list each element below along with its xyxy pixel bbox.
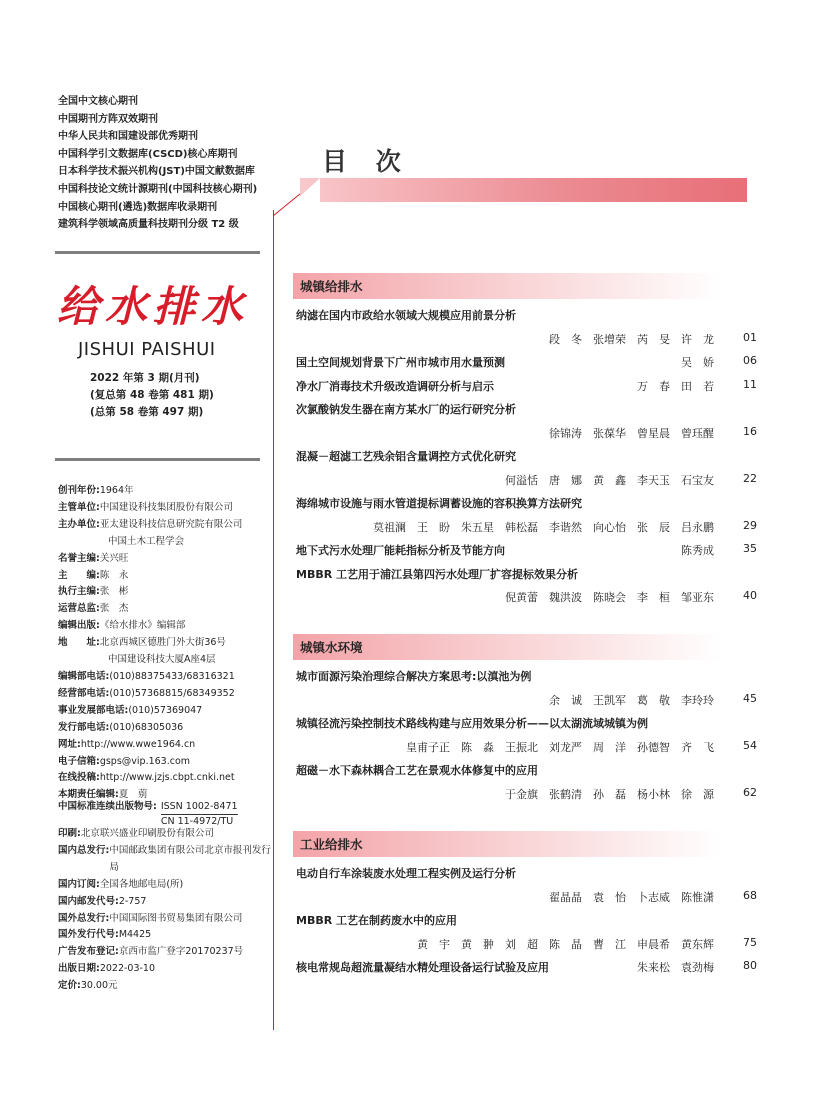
masthead-key: 电子信箱: <box>58 755 100 767</box>
masthead-value: 张 彬 <box>99 586 129 598</box>
article-page[interactable]: 22 <box>743 471 757 485</box>
masthead-key: 本期责任编辑: <box>58 789 119 801</box>
article-page[interactable]: 01 <box>743 330 757 344</box>
masthead-key: 编辑出版: <box>58 620 100 632</box>
article-title[interactable]: 城市面源污染治理综合解决方案思考:以滇池为例 <box>296 670 532 683</box>
section-header <box>293 273 723 299</box>
series-number: (总第 58 卷第 497 期) <box>90 406 204 418</box>
masthead-row <box>58 737 273 754</box>
detail-key: 国内总发行: <box>58 844 110 856</box>
masthead-key: 名誉主编: <box>58 552 100 564</box>
masthead-value: (010)57369047 <box>128 704 203 716</box>
detail-row <box>58 843 273 877</box>
toc-title: 目 次 <box>322 147 411 176</box>
article-title[interactable]: 净水厂消毒技术升级改造调研分析与启示 <box>296 379 494 393</box>
issn-number: ISSN 1002-8471 <box>161 800 238 815</box>
masthead-key: 网址: <box>58 738 81 750</box>
article-authors: 陈秀成 <box>681 544 714 557</box>
article-authors: 莫祖澜 王 盼 朱五星 韩松磊 李谐然 向心怡 张 辰 吕永鹏 <box>373 520 714 534</box>
article-authors: 万 春 田 若 <box>637 379 714 393</box>
detail-value: 北京联兴盛业印刷股份有限公司 <box>80 828 214 839</box>
indexing-item: 全国中文核心期刊 <box>58 96 138 107</box>
series-number: (复总第 48 卷第 481 期) <box>90 389 214 401</box>
masthead-row <box>58 618 273 635</box>
masthead-row <box>58 703 273 720</box>
section-title: 城镇水环境 <box>300 640 363 655</box>
article-title[interactable]: 地下式污水处理厂能耗指标分析及节能方向 <box>296 544 505 557</box>
detail-key: 国内邮发代号: <box>58 895 119 907</box>
detail-value: 2022-03-10 <box>99 963 156 975</box>
detail-row <box>58 961 273 978</box>
masthead-key: 经营部电话: <box>58 687 110 699</box>
indexing-list <box>58 93 273 234</box>
detail-row <box>58 826 273 843</box>
masthead-value: 1964年 <box>99 485 134 496</box>
masthead-key: 地 址: <box>58 637 100 649</box>
masthead-value: 夏 莂 <box>118 789 148 801</box>
masthead-key: 运营总监: <box>58 603 100 615</box>
article-title[interactable]: 次氯酸钠发生器在南方某水厂的运行研究分析 <box>296 403 516 416</box>
detail-key: 定价: <box>58 980 81 992</box>
article-page[interactable]: 75 <box>743 935 757 949</box>
indexing-item: 中国科学引文数据库(CSCD)核心库期刊 <box>58 148 238 160</box>
masthead-row <box>58 635 273 652</box>
masthead-value: (010)88375433/68316321 <box>109 670 235 682</box>
masthead-row <box>58 770 273 787</box>
article-authors: 余 诚 王凯军 葛 敬 李玲玲 <box>549 693 714 707</box>
masthead-key: 主 编: <box>58 569 100 581</box>
article-page[interactable]: 45 <box>743 691 757 705</box>
article-title[interactable]: 超磁－水下森林耦合工艺在景观水体修复中的应用 <box>296 764 538 777</box>
article-page[interactable]: 16 <box>743 424 757 438</box>
masthead-row <box>58 754 273 771</box>
section-title: 城镇给排水 <box>300 279 363 294</box>
detail-value: 全国各地邮电局(所) <box>99 878 184 890</box>
detail-value: 中国邮政集团有限公司北京市报刊发行局 <box>109 844 271 873</box>
masthead-key: 创刊年份: <box>58 485 100 496</box>
title-bar-cut <box>294 178 320 202</box>
masthead-row <box>58 686 273 703</box>
masthead-row <box>58 584 273 601</box>
indexing-item: 中国核心期刊(遴选)数据库收录期刊 <box>58 201 218 213</box>
masthead-value: 陈 永 <box>99 569 129 581</box>
article-title[interactable]: 混凝－超滤工艺残余铝含量调控方式优化研究 <box>296 450 516 463</box>
masthead-key: 编辑部电话: <box>58 670 110 682</box>
masthead-row <box>58 652 273 669</box>
article-title[interactable]: 电动自行车涂装废水处理工程实例及运行分析 <box>296 867 516 880</box>
article-authors: 何溢恬 唐 娜 黄 鑫 李天玉 石宝友 <box>505 473 714 487</box>
detail-value: 中国国际图书贸易集团有限公司 <box>109 912 243 924</box>
article-page[interactable]: 54 <box>743 738 757 752</box>
masthead-row <box>58 483 273 500</box>
detail-row <box>58 894 273 911</box>
detail-key: 印刷: <box>58 828 81 839</box>
masthead <box>58 483 273 804</box>
article-page[interactable]: 80 <box>743 959 757 972</box>
article-authors: 段 冬 张增荣 芮 旻 许 龙 <box>549 332 714 346</box>
article-authors: 倪黄蕾 魏洪波 陈晓会 李 桓 邹亚东 <box>505 591 714 604</box>
detail-key: 广告发布登记: <box>58 946 119 958</box>
masthead-value: http://www.jzjs.cbpt.cnki.net <box>99 772 235 784</box>
article-title[interactable]: MBBR 工艺在制药废水中的应用 <box>296 914 458 927</box>
detail-row <box>58 877 273 894</box>
masthead-row <box>58 517 273 534</box>
cn-number: CN 11-4972/TU <box>160 816 234 827</box>
vertical-divider <box>273 210 274 1030</box>
masthead-key: 在线投稿: <box>58 772 100 784</box>
masthead-value: 中国建设科技集团股份有限公司 <box>99 501 233 513</box>
article-page[interactable]: 35 <box>743 542 757 555</box>
masthead-row <box>58 601 273 618</box>
article-authors: 皇甫子正 陈 淼 王振北 刘龙严 周 洋 孙德智 齐 飞 <box>406 740 714 754</box>
masthead-row <box>58 500 273 517</box>
journal-name-en: JISHUI PAISHUI <box>78 339 216 360</box>
article-page[interactable]: 68 <box>743 888 757 902</box>
masthead-key: 主管单位: <box>58 501 100 513</box>
indexing-item: 日本科学技术振兴机构(JST)中国文献数据库 <box>58 166 255 178</box>
masthead-row <box>58 551 273 568</box>
issue-number: 2022 年第 3 期(月刊) <box>90 372 200 384</box>
masthead-key: 执行主编: <box>58 586 100 598</box>
detail-value: M4425 <box>118 929 152 941</box>
article-title[interactable]: 纳滤在国内市政给水领域大规模应用前景分析 <box>296 309 516 322</box>
detail-value: 2-757 <box>118 895 147 907</box>
masthead-value: 中国建设科技大厦A座4层 <box>108 654 216 666</box>
article-page[interactable]: 29 <box>743 518 757 532</box>
section-header <box>293 634 723 660</box>
detail-row <box>58 978 273 995</box>
masthead-row <box>58 720 273 737</box>
article-authors: 黄 宇 黄 翀 刘 超 陈 晶 曹 江 申晨希 黄东辉 <box>417 937 714 951</box>
detail-key: 国外总发行: <box>58 912 110 924</box>
indexing-item: 建筑科学领域高质量科技期刊分级 T2 级 <box>58 219 239 231</box>
article-page[interactable]: 40 <box>743 589 757 602</box>
article-title[interactable]: 海绵城市设施与雨水管道提标调蓄设施的容积换算方法研究 <box>296 497 582 510</box>
masthead-key: 发行部电话: <box>58 721 110 733</box>
detail-row <box>58 911 273 928</box>
masthead-row <box>58 534 273 551</box>
article-authors: 朱来松 袁劲梅 <box>637 961 714 974</box>
detail-row <box>58 944 273 961</box>
journal-logo: 给水排水 <box>57 282 250 331</box>
article-authors: 于金旗 张鹤清 孙 磊 杨小林 徐 源 <box>505 787 714 801</box>
masthead-value: 亚太建设科技信息研究院有限公司 <box>99 518 243 530</box>
article-title[interactable]: MBBR 工艺用于浦江县第四污水处理厂扩容提标效果分析 <box>296 567 579 581</box>
article-page[interactable]: 11 <box>743 377 757 391</box>
masthead-row <box>58 568 273 585</box>
article-authors: 吴 娇 <box>681 356 714 369</box>
masthead-key: 主办单位: <box>58 518 100 530</box>
title-bar <box>300 178 747 202</box>
masthead-value: 张 杰 <box>99 603 129 615</box>
detail-key: 出版日期: <box>58 963 100 975</box>
masthead-value: 中国土木工程学会 <box>108 535 185 547</box>
indexing-item: 中华人民共和国建设部优秀期刊 <box>58 131 198 143</box>
article-page[interactable]: 62 <box>743 785 757 799</box>
issn-block <box>58 800 273 829</box>
article-title[interactable]: 国土空间规划背景下广州市城市用水量预测 <box>296 356 505 369</box>
section-title: 工业给排水 <box>300 837 363 852</box>
detail-value: 京西市监广登字20170237号 <box>118 946 244 958</box>
masthead-row <box>58 669 273 686</box>
section-header <box>293 831 723 857</box>
article-page[interactable]: 06 <box>743 354 757 367</box>
article-title[interactable]: 核电常规岛超流量凝结水精处理设备运行试验及应用 <box>296 961 549 974</box>
issue-info <box>90 370 250 421</box>
masthead-value: gsps@vip.163.com <box>99 755 191 767</box>
detail-row <box>58 927 273 944</box>
masthead-value: 北京西城区德胜门外大街36号 <box>99 637 226 649</box>
detail-key: 国内订阅: <box>58 878 100 890</box>
indexing-item: 中国期刊方阵双效期刊 <box>58 113 158 125</box>
masthead-key: 事业发展部电话: <box>58 704 129 716</box>
masthead-value: (010)68305036 <box>109 721 184 733</box>
masthead-value: 关兴旺 <box>99 552 129 564</box>
detail-value: 30.00元 <box>80 980 118 992</box>
article-authors: 徐锦涛 张葆华 曾星晨 曾珏醒 <box>549 426 714 440</box>
publication-details <box>58 826 273 995</box>
masthead-value: (010)57368815/68349352 <box>109 687 235 699</box>
masthead-value: 《给水排水》编辑部 <box>99 620 186 632</box>
article-authors: 翟晶晶 袁 怡 卜志威 陈惟潇 <box>549 890 714 904</box>
issn-label: 中国标准连续出版物号: <box>58 801 157 812</box>
masthead-value: http://www.wwe1964.cn <box>80 738 196 750</box>
divider-rule <box>55 251 260 254</box>
article-title[interactable]: 城镇径流污染控制技术路线构建与应用效果分析——以太湖流域城镇为例 <box>296 717 648 730</box>
divider-rule <box>55 458 260 461</box>
indexing-item: 中国科技论文统计源期刊(中国科技核心期刊) <box>58 183 258 195</box>
detail-key: 国外发行代号: <box>58 929 119 941</box>
